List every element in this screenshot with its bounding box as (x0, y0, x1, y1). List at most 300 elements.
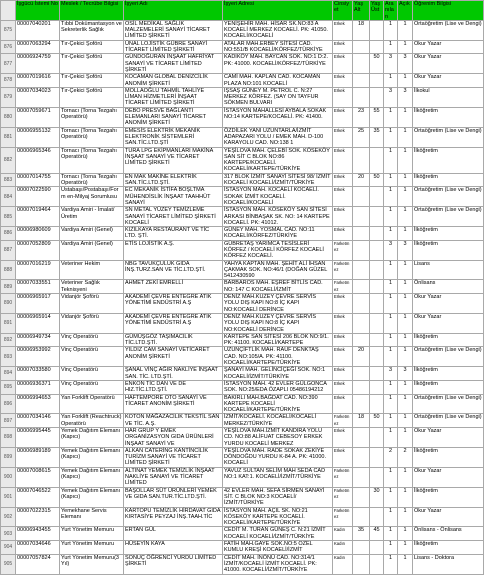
open-cell[interactable]: 1 (398, 74, 413, 88)
workplace-address-cell[interactable]: CEDİT M. TURAN GÜNEŞ C. N:21 İZMİT KOCAELİ KOCAELİ/İZMİT/TÜRKİYE (223, 527, 333, 541)
age-max-cell[interactable] (370, 507, 384, 527)
workplace-address-cell[interactable]: 42 EVLER MAH. SEFA SİRMEN SANAYİ SİT. C BLOK NO:3 KOCAELİ/İZMİT/TÜRKİYE (223, 487, 333, 507)
request-no-cell[interactable]: 00007033551 (16, 280, 60, 294)
workplace-address-cell[interactable]: İSTASYON MAH. 42 EVLER GÜLGONCA SOK. NO:25/EDA ÖZAPLI 05486194212 (223, 380, 333, 394)
requested-cell[interactable]: 1 (384, 394, 398, 414)
education-cell[interactable]: Ortaöğretim (Lise ve Dengi) (413, 394, 484, 414)
gender-cell[interactable]: Erkek (333, 127, 353, 147)
row-number[interactable]: 897 (1, 414, 16, 428)
row-number[interactable]: 883 (1, 173, 16, 187)
occupation-cell[interactable]: Vidanjör Şoförü (60, 294, 124, 314)
education-cell[interactable]: Okur Yazar (413, 54, 484, 74)
requested-cell[interactable]: 1 (384, 40, 398, 54)
requested-cell[interactable]: 1 (384, 107, 398, 127)
age-min-cell[interactable] (353, 240, 370, 260)
requested-cell[interactable]: 1 (384, 227, 398, 241)
gender-cell[interactable]: Farketmez (333, 467, 353, 487)
age-min-cell[interactable]: 20 (353, 173, 370, 187)
age-max-cell[interactable] (370, 147, 384, 173)
requested-cell[interactable]: 1 (384, 333, 398, 347)
age-max-cell[interactable] (370, 367, 384, 381)
workplace-address-cell[interactable]: BARBAROS MAH. EŞREF BİTLİS CAD. NO: 147 C KOCAELİ/İZMİT (223, 280, 333, 294)
education-cell[interactable]: Ortaöğretim (Lise ve Dengi) (413, 414, 484, 428)
age-min-cell[interactable] (353, 313, 370, 333)
education-cell[interactable]: Okur Yazar (413, 294, 484, 314)
header-occupation[interactable]: Meslek / Tecrübe Bilgisi (60, 1, 124, 21)
gender-cell[interactable]: Kadın (333, 554, 353, 574)
age-max-cell[interactable] (370, 240, 384, 260)
requested-cell[interactable]: 3 (384, 367, 398, 381)
occupation-cell[interactable]: Tornacı (Torna Tezgahı Operatörü) (60, 173, 124, 187)
occupation-cell[interactable]: Yan Forklift (Reachtruck) Operatörü (60, 414, 124, 428)
open-cell[interactable]: 2 (398, 447, 413, 467)
age-max-cell[interactable] (370, 87, 384, 107)
request-no-cell[interactable]: 00006965346 (16, 147, 60, 173)
request-no-cell[interactable]: 00007008615 (16, 467, 60, 487)
education-cell[interactable]: İlköğretim (413, 173, 484, 187)
occupation-cell[interactable]: Vinç Operatörü (60, 380, 124, 394)
workplace-name-cell[interactable]: ÜNAL LOJİSTİK GÜBRE SANAYİ TİCARET LİMİTED ŞİRKETİ (124, 40, 223, 54)
age-min-cell[interactable] (353, 394, 370, 414)
workplace-name-cell[interactable]: HAR GRUP Y EMEK ORGANİZASYON GIDA ÜRÜNLERİ İNŞAAT SANAYİ VE (124, 428, 223, 448)
age-max-cell[interactable] (370, 280, 384, 294)
open-cell[interactable]: 1 (398, 554, 413, 574)
education-cell[interactable]: Okur Yazar (413, 507, 484, 527)
occupation-cell[interactable]: Yemek Dağıtım Elemanı (Kapıcı) (60, 447, 124, 467)
requested-cell[interactable]: 1 (384, 554, 398, 574)
open-cell[interactable]: 3 (398, 240, 413, 260)
header-open[interactable]: Açık (398, 1, 413, 21)
open-cell[interactable]: 1 (398, 20, 413, 40)
education-cell[interactable]: Okur Yazar (413, 467, 484, 487)
workplace-name-cell[interactable]: YILDIZ CAM SANAYİ VETİCARET ANONİM ŞİRKETİ (124, 347, 223, 367)
education-cell[interactable]: İlköğretim (413, 227, 484, 241)
workplace-address-cell[interactable]: İSTASYON MAH. KÖSEKÖY SAN SİTESİ ARKASI BİNBAŞAK SK. NO: 14 KARTEPE KOCAELİ. PK: 41012. (223, 207, 333, 227)
age-min-cell[interactable] (353, 87, 370, 107)
education-cell[interactable]: Ortaöğretim (Lise ve Dengi) (413, 347, 484, 367)
age-max-cell[interactable]: 45 (370, 527, 384, 541)
gender-cell[interactable]: Erkek (333, 227, 353, 241)
gender-cell[interactable]: Erkek (333, 313, 353, 333)
age-min-cell[interactable] (353, 428, 370, 448)
age-max-cell[interactable] (370, 40, 384, 54)
requested-cell[interactable]: 1 (384, 541, 398, 555)
row-number[interactable]: 887 (1, 240, 16, 260)
header-workplace-address[interactable]: İşyeri Adresi (223, 1, 333, 21)
row-number[interactable]: 885 (1, 207, 16, 227)
age-min-cell[interactable] (353, 554, 370, 574)
age-max-cell[interactable] (370, 467, 384, 487)
age-min-cell[interactable] (353, 280, 370, 294)
workplace-address-cell[interactable]: DENİZ MAH.KUZEY ÇEVRE SERVİS YOLU DIŞ KAPI NO:8 İÇ KAPI NO:KOCAELİ DERİNCE (223, 294, 333, 314)
age-max-cell[interactable] (370, 74, 384, 88)
request-no-cell[interactable]: 00007034146 (16, 414, 60, 428)
request-no-cell[interactable]: 00007019616 (16, 74, 60, 88)
gender-cell[interactable]: Erkek (333, 20, 353, 40)
occupation-cell[interactable]: Vinç Operatörü (60, 367, 124, 381)
age-max-cell[interactable]: 50 (370, 54, 384, 74)
age-min-cell[interactable] (353, 541, 370, 555)
workplace-address-cell[interactable]: CAMİ MAH. KAPLAN CAD. KOCAMAN PLAZA NO:101 KOCAELİ (223, 74, 333, 88)
row-number[interactable]: 879 (1, 87, 16, 107)
workplace-name-cell[interactable]: KOCAMAN GLOBAL DENİZCİLİK ANONİM ŞİRKETİ (124, 74, 223, 88)
open-cell[interactable]: 1 (398, 333, 413, 347)
workplace-address-cell[interactable]: KARTEPE SAN SİTESİ 206 BLOK NO:9/1. PK: 41100. KOCAELİ/KARTEPE (223, 333, 333, 347)
request-no-cell[interactable]: 00006943455 (16, 527, 60, 541)
open-cell[interactable]: 1 (398, 294, 413, 314)
open-cell[interactable]: 3 (398, 87, 413, 107)
age-max-cell[interactable] (370, 207, 384, 227)
workplace-address-cell[interactable]: YEŞİLOVA MAH. ÇELEBİ SOK. KÖSEKÖY SAN SİT C BLOK NO:86 KARTEPE/KOCAELİ. KOCAELİ/KARTEPE/TÜRKİYE (223, 147, 333, 173)
request-no-cell[interactable]: 00006953992 (16, 347, 60, 367)
age-min-cell[interactable] (353, 507, 370, 527)
age-min-cell[interactable] (353, 74, 370, 88)
age-min-cell[interactable] (353, 147, 370, 173)
occupation-cell[interactable]: Tornacı (Torna Tezgahı Operatörü) (60, 107, 124, 127)
occupation-cell[interactable]: Yurt Yönetim Memuru (60, 541, 124, 555)
occupation-cell[interactable]: Vidanjör Şoförü (60, 313, 124, 333)
open-cell[interactable]: 3 (398, 367, 413, 381)
education-cell[interactable]: Okur Yazar (413, 74, 484, 88)
workplace-name-cell[interactable]: KOTON MAĞAZACILIK TEKSTİL SAN VE TİC. A.Ş. (124, 414, 223, 428)
open-cell[interactable]: 1 (398, 414, 413, 428)
occupation-cell[interactable]: Tır-Çekici Şoförü (60, 54, 124, 74)
occupation-cell[interactable]: Vardiya Amiri (Genel) (60, 240, 124, 260)
age-min-cell[interactable] (353, 380, 370, 394)
workplace-name-cell[interactable]: BAŞOLLAR SÜT ÜRÜNLERİ YEMEK VE GIDA SAN.TUR.TİC.LTD.ŞTİ. (124, 487, 223, 507)
request-no-cell[interactable]: 00007016219 (16, 260, 60, 280)
request-no-cell[interactable]: 00007014755 (16, 173, 60, 187)
row-number[interactable]: 899 (1, 447, 16, 467)
occupation-cell[interactable]: Yurt Yönetim Memuru(3 Yıl) (60, 554, 124, 574)
requested-cell[interactable]: 1 (384, 187, 398, 207)
requested-cell[interactable]: 2 (384, 447, 398, 467)
age-max-cell[interactable] (370, 380, 384, 394)
request-no-cell[interactable]: 00007034023 (16, 87, 60, 107)
workplace-address-cell[interactable]: GÜNEY MAH. YOSMAL CAD. NO:11 KOCAELİ/KÖRFEZ/TÜRKİYE (223, 227, 333, 241)
request-no-cell[interactable]: 00007034646 (16, 541, 60, 555)
workplace-name-cell[interactable]: ŞANAL VİNÇ AĞIR NAKLİYE İNŞAAT SAN. TİC. LTD.ŞTİ. (124, 367, 223, 381)
open-cell[interactable]: 1 (398, 107, 413, 127)
occupation-cell[interactable]: Vardiya Amiri - İmalat/Üretim (60, 207, 124, 227)
header-gender[interactable]: Cinsiyet (333, 1, 353, 21)
open-cell[interactable]: 3 (398, 54, 413, 74)
education-cell[interactable]: İlköğretim (413, 380, 484, 394)
workplace-address-cell[interactable]: YAVUZ SULTAN SELİM MAH SEDA CAD NO:1 KAT:1. KOCAELİ/İZMİT/TÜRKİYE (223, 467, 333, 487)
workplace-name-cell[interactable]: EC MEKANİK İSTİFA BOŞLTMA MÜHENDİSLİK İNŞAAT TAAHHÜT SANAYİ (124, 187, 223, 207)
workplace-name-cell[interactable]: TURA LPG EKİPMANLARI MAKİNA İNŞAAT SANAYİ VE TİCARET LİMİTED ŞİRKETİ (124, 147, 223, 173)
education-cell[interactable]: Okur Yazar (413, 313, 484, 333)
education-cell[interactable]: İlköğretim (413, 447, 484, 467)
occupation-cell[interactable]: Tıbbi Dokümantasyon ve Sekreterlik Sağlık (60, 20, 124, 40)
row-number[interactable]: 889 (1, 280, 16, 294)
open-cell[interactable]: 1 (398, 260, 413, 280)
occupation-cell[interactable]: Vinç Operatörü (60, 347, 124, 367)
row-number[interactable]: 888 (1, 260, 16, 280)
workplace-name-cell[interactable]: SN METAL YÜZEY TEMİZLEME SANAYİ TİCARET LİMİTED ŞİRKETİ KOCAELİ (124, 207, 223, 227)
gender-cell[interactable]: Farketmez (333, 240, 353, 260)
request-no-cell[interactable]: 00006980609 (16, 227, 60, 241)
row-number[interactable]: 893 (1, 347, 16, 367)
workplace-address-cell[interactable]: FATİH MAH.GAYE SOK.NO:5 OZEL KUMLU KREŞİ KOCAELİ/İZMİT (223, 541, 333, 555)
education-cell[interactable]: Önlisans (413, 280, 484, 294)
gender-cell[interactable]: Erkek (333, 147, 353, 173)
open-cell[interactable]: 1 (398, 173, 413, 187)
education-cell[interactable]: Önlisans - Önlisans (413, 527, 484, 541)
row-number[interactable]: 898 (1, 428, 16, 448)
workplace-address-cell[interactable]: YEŞİLOVA MAH.İZMİT KANDIRA YOLU CD. NO:88 ALİFUAT CEBESOY ERKEK YURDU KOCAELİ MERKEZ (223, 428, 333, 448)
workplace-name-cell[interactable]: ERTAN GÜL (124, 527, 223, 541)
gender-cell[interactable]: Erkek (333, 294, 353, 314)
workplace-name-cell[interactable]: EN MAK MAKİNE ELEKTRİK SAN.TİC.LTD.ŞTİ. (124, 173, 223, 187)
open-cell[interactable]: 1 (398, 428, 413, 448)
occupation-cell[interactable]: Yemekhane Servis Elemanı (60, 507, 124, 527)
row-number[interactable]: 881 (1, 127, 16, 147)
age-max-cell[interactable]: 35 (370, 127, 384, 147)
gender-cell[interactable]: Farketmez (333, 414, 353, 428)
request-no-cell[interactable]: 00006924759 (16, 54, 60, 74)
age-min-cell[interactable]: 35 (353, 527, 370, 541)
requested-cell[interactable]: 1 (384, 127, 398, 147)
age-max-cell[interactable] (370, 428, 384, 448)
gender-cell[interactable]: Erkek (333, 428, 353, 448)
row-number[interactable]: 896 (1, 394, 16, 414)
gender-cell[interactable]: Erkek (333, 394, 353, 414)
occupation-cell[interactable]: Yemek Dağıtım Elemanı (Kapıcı) (60, 467, 124, 487)
workplace-name-cell[interactable]: GÜNDOĞURAN İNŞAAT HAFRİYAT SANAYİ VE TİCARET LİMİTED ŞİRKETİ (124, 54, 223, 74)
request-no-cell[interactable]: 00007019464 (16, 207, 60, 227)
age-min-cell[interactable] (353, 333, 370, 347)
age-max-cell[interactable] (370, 394, 384, 414)
workplace-name-cell[interactable]: MOLLAOĞLU TAHMİL TAHLİYE LİMAN HİZMETLERİ İNŞAAT TİCARET LİMİTED ŞİRKETİ (124, 87, 223, 107)
row-number[interactable]: 877 (1, 54, 16, 74)
gender-cell[interactable]: Farketmez (333, 507, 353, 527)
age-min-cell[interactable] (353, 54, 370, 74)
age-min-cell[interactable]: 18 (353, 20, 370, 40)
gender-cell[interactable]: Farketmez (333, 487, 353, 507)
education-cell[interactable]: İlkokul (413, 87, 484, 107)
education-cell[interactable]: Lisans - Doktora (413, 554, 484, 574)
workplace-name-cell[interactable]: KARTOPU TEMİZLİK HİRDAVAT GIDA KIRTASİYE PEYZAJ İNŞ.TAAH.TİC (124, 507, 223, 527)
requested-cell[interactable]: 3 (384, 240, 398, 260)
open-cell[interactable]: 1 (398, 507, 413, 527)
education-cell[interactable]: İlköğretim (413, 333, 484, 347)
workplace-name-cell[interactable]: KIZILKAYA RESTAURANT VE TİC LTD. ŞTİ. (124, 227, 223, 241)
requested-cell[interactable]: 1 (384, 414, 398, 428)
open-cell[interactable]: 1 (398, 313, 413, 333)
education-cell[interactable]: Ortaöğretim (Lise ve Dengi) (413, 127, 484, 147)
age-max-cell[interactable] (370, 227, 384, 241)
row-number[interactable]: 876 (1, 40, 16, 54)
open-cell[interactable]: 1 (398, 487, 413, 507)
open-cell[interactable]: 1 (398, 127, 413, 147)
workplace-address-cell[interactable]: ŞANAYİ MAH. GELİNCİÇEĞİ SOK. NO:1 KOCAELİ/İZMİT/TÜRKİYE (223, 367, 333, 381)
request-no-cell[interactable]: 00006989189 (16, 447, 60, 467)
requested-cell[interactable]: 1 (384, 527, 398, 541)
requested-cell[interactable]: 1 (384, 147, 398, 173)
gender-cell[interactable]: Erkek (333, 54, 353, 74)
age-max-cell[interactable]: 50 (370, 173, 384, 187)
gender-cell[interactable]: Erkek (333, 333, 353, 347)
requested-cell[interactable]: 1 (384, 467, 398, 487)
request-no-cell[interactable]: 00007059671 (16, 107, 60, 127)
workplace-address-cell[interactable]: ÖZDİLEK YANI UZUNTARLA/İZMİT ADAPAZARI YOLU / EMEK MAH. D-100 KARAYOLU CAD. NO:138 1 (223, 127, 333, 147)
age-min-cell[interactable] (353, 227, 370, 241)
education-cell[interactable]: İlköğretim (413, 147, 484, 173)
workplace-address-cell[interactable]: UZUNÇİFTLİK MAH. RAUF DENKTAŞ CAD. NO:105/A. PK: 41100. KOCAELİ/KARTEPE/TÜRKİYE (223, 347, 333, 367)
requested-cell[interactable]: 1 (384, 173, 398, 187)
open-cell[interactable]: 1 (398, 541, 413, 555)
age-min-cell[interactable]: 20 (353, 347, 370, 367)
row-number[interactable]: 890 (1, 294, 16, 314)
workplace-name-cell[interactable]: OSİL MEDİKAL SAĞLIK MALZEMELERİ SANAYİ TİCARET LİMİTED ŞİRKETİ (124, 20, 223, 40)
age-max-cell[interactable]: 50 (370, 414, 384, 428)
corner-cell[interactable] (1, 1, 16, 21)
workplace-address-cell[interactable]: YENİŞEHİR MAH. HİSAR SK.NO:83 A KOCAELİ MERKEZ KOCAELİ. PK: 41050. KOCAELİ/KOCAELİ (223, 20, 333, 40)
occupation-cell[interactable]: Yemek Dağıtım Elemanı (Kapıcı) (60, 428, 124, 448)
workplace-address-cell[interactable]: BAKIRLI MAH.BAĞDAT CAD. NO:390 KARTEPE KOCAELİ KOCAELİ/KARTEPE/TÜRKİYE (223, 394, 333, 414)
age-max-cell[interactable] (370, 554, 384, 574)
workplace-name-cell[interactable]: ALKAN CATERİNG KANTİNCİLİK TURİZM SANAYİ VE TİCARET LİMİTED ŞİRKETİ (124, 447, 223, 467)
age-min-cell[interactable] (353, 207, 370, 227)
age-max-cell[interactable] (370, 294, 384, 314)
occupation-cell[interactable]: Veteriner Hekim (60, 260, 124, 280)
age-max-cell[interactable] (370, 187, 384, 207)
requested-cell[interactable]: 1 (384, 280, 398, 294)
request-no-cell[interactable]: 00007040201 (16, 20, 60, 40)
open-cell[interactable]: 1 (398, 227, 413, 241)
request-no-cell[interactable]: 00007057824 (16, 554, 60, 574)
occupation-cell[interactable]: Tır-Çekici Şoförü (60, 40, 124, 54)
workplace-address-cell[interactable]: YAHYA KAPTAN MAH. ŞEHİT ALİ İHSAN ÇAKMAK SOK. NO:46/1 (DOĞAN GÜZEL 5412430590 (223, 260, 333, 280)
age-max-cell[interactable]: 30 (370, 487, 384, 507)
gender-cell[interactable]: Erkek (333, 40, 353, 54)
gender-cell[interactable]: Kadın (333, 527, 353, 541)
gender-cell[interactable]: Erkek (333, 347, 353, 367)
occupation-cell[interactable]: Tornacı (Torna Tezgahı Operatörü) (60, 147, 124, 173)
header-request-no[interactable]: İşgücü İstemi No (16, 1, 60, 21)
gender-cell[interactable]: Erkek (333, 74, 353, 88)
age-max-cell[interactable]: 55 (370, 107, 384, 127)
row-number[interactable]: 900 (1, 467, 16, 487)
request-no-cell[interactable]: 00007046522 (16, 487, 60, 507)
row-number[interactable]: 884 (1, 187, 16, 207)
workplace-name-cell[interactable]: HÜSEYİN KAYA (124, 541, 223, 555)
education-cell[interactable]: Okur Yazar (413, 40, 484, 54)
age-min-cell[interactable] (353, 487, 370, 507)
workplace-address-cell[interactable]: ATALAR MAH.ERBEY SİTESİ CAD. NO:551/B KOCAELİ/KÖRFEZ/TÜRKİYE (223, 40, 333, 54)
request-no-cell[interactable]: 00007022590 (16, 187, 60, 207)
workplace-name-cell[interactable]: AKADEMİ ÇEVRE ENTEGRE ATIK YÖNETİMİ ENDÜSTRİ A.Ş (124, 313, 223, 333)
workplace-name-cell[interactable]: NBG TAVUKÇULUK GIDA İNŞ.TURZ.SAN VE TİC.LTD.ŞTİ. (124, 260, 223, 280)
age-min-cell[interactable] (353, 447, 370, 467)
education-cell[interactable]: İlköğretim (413, 107, 484, 127)
education-cell[interactable]: Ortaöğretim (Lise ve Dengi) (413, 187, 484, 207)
header-workplace-name[interactable]: İşyeri Adı (124, 1, 223, 21)
request-no-cell[interactable]: 00007052809 (16, 240, 60, 260)
workplace-name-cell[interactable]: SONUÇ ÖĞRENCİ YURDU LİMİTED ŞİRKETİ (124, 554, 223, 574)
workplace-address-cell[interactable]: İSTASYON MAH. KOCAELİ KOCAELİ. SOKAK İZMİT KOCAELİ. KOCAELİ/KOCAELİ (223, 187, 333, 207)
row-number[interactable]: 902 (1, 507, 16, 527)
requested-cell[interactable]: 1 (384, 74, 398, 88)
age-max-cell[interactable] (370, 333, 384, 347)
requested-cell[interactable]: 1 (384, 347, 398, 367)
age-max-cell[interactable] (370, 260, 384, 280)
age-max-cell[interactable] (370, 20, 384, 40)
occupation-cell[interactable]: Vardiya Amiri (Genel) (60, 227, 124, 241)
request-no-cell[interactable]: 00006995445 (16, 428, 60, 448)
occupation-cell[interactable]: Vinç Operatörü (60, 333, 124, 347)
requested-cell[interactable]: 1 (384, 294, 398, 314)
open-cell[interactable]: 1 (398, 187, 413, 207)
header-requested[interactable]: Aranılan (384, 1, 398, 21)
workplace-name-cell[interactable]: ALTINAT YEMEK TEMİZLİK İNŞAAT NAKLİYE SANAYİ VE TİCARET LİMİTED (124, 467, 223, 487)
request-no-cell[interactable]: 00006965914 (16, 313, 60, 333)
workplace-address-cell[interactable]: 317 BLOK İZMİT SANAYİ SİTESİ 98/ İZMİT KOCAELİ KOCAELİ/İZMİT/TÜRKİYE (223, 173, 333, 187)
open-cell[interactable]: 1 (398, 347, 413, 367)
request-no-cell[interactable]: 00007033580 (16, 367, 60, 381)
education-cell[interactable]: Lisans (413, 260, 484, 280)
request-no-cell[interactable]: 00007022315 (16, 507, 60, 527)
workplace-address-cell[interactable]: DENİZ MAH.KUZEY ÇEVRE SERVİS YOLU DIŞ KAPI NO:8 İÇ KAPI NO:KOCAELİ DERİNCE (223, 313, 333, 333)
row-number[interactable]: 901 (1, 487, 16, 507)
age-min-cell[interactable]: 18 (353, 414, 370, 428)
request-no-cell[interactable]: 00006965917 (16, 294, 60, 314)
education-cell[interactable]: Ortaöğretim (Lise ve Dengi) (413, 207, 484, 227)
row-number[interactable]: 894 (1, 367, 16, 381)
row-number[interactable]: 875 (1, 20, 16, 40)
age-max-cell[interactable] (370, 447, 384, 467)
requested-cell[interactable]: 1 (384, 207, 398, 227)
education-cell[interactable]: Ortaöğretim (Lise ve Dengi) (413, 20, 484, 40)
gender-cell[interactable]: Erkek (333, 187, 353, 207)
occupation-cell[interactable]: Tır-Çekici Şoförü (60, 87, 124, 107)
requested-cell[interactable]: 3 (384, 54, 398, 74)
row-number[interactable]: 886 (1, 227, 16, 241)
open-cell[interactable]: 1 (398, 280, 413, 294)
open-cell[interactable]: 1 (398, 467, 413, 487)
age-min-cell[interactable] (353, 467, 370, 487)
requested-cell[interactable]: 1 (384, 313, 398, 333)
age-max-cell[interactable] (370, 541, 384, 555)
occupation-cell[interactable]: Yemek Dağıtım Elemanı (Kapıcı) (60, 487, 124, 507)
open-cell[interactable]: 1 (398, 147, 413, 173)
row-number[interactable]: 903 (1, 527, 16, 541)
age-min-cell[interactable] (353, 40, 370, 54)
row-number[interactable]: 878 (1, 74, 16, 88)
request-no-cell[interactable]: 00007063294 (16, 40, 60, 54)
occupation-cell[interactable]: Yan Forklift Operatörü (60, 394, 124, 414)
request-no-cell[interactable]: 00006955132 (16, 127, 60, 147)
workplace-name-cell[interactable]: ENKON TİC DAN VE DE HIZ.TİC.LTD.ŞTİ. (124, 380, 223, 394)
requested-cell[interactable]: 3 (384, 87, 398, 107)
workplace-address-cell[interactable]: GÜBRETAŞ YARIMCA TESİSLERİ KÖRFEZ / KOCAELİ KÖRFEZ KOCAELİ KÖRFEZ KOCAELİ. (223, 240, 333, 260)
workplace-address-cell[interactable]: KADIKÖY MAH. BAYCAN SOK. NO:1 D:2. PK: 41000. KOCAELİ/KÖRFEZ/TÜRKİYE (223, 54, 333, 74)
age-min-cell[interactable] (353, 260, 370, 280)
request-no-cell[interactable]: 00006936371 (16, 380, 60, 394)
gender-cell[interactable]: Erkek (333, 107, 353, 127)
row-number[interactable]: 892 (1, 333, 16, 347)
workplace-name-cell[interactable]: AKADEMİ ÇEVRE ENTEGRE ATIK YÖNETİMİ ENDÜSTRİ A.Ş (124, 294, 223, 314)
gender-cell[interactable]: Farketmez (333, 260, 353, 280)
row-number[interactable]: 895 (1, 380, 16, 394)
header-age-min[interactable]: Yaş Alt (353, 1, 370, 21)
workplace-address-cell[interactable]: CEDİT MAH. İNÖNÜ CAD. NO:314/1 İZMİT/KOCAELİ İZMİT KOCAELİ. PK: 41000. KOCAELİ/İZMİT/TÜRKİYE (223, 554, 333, 574)
gender-cell[interactable]: Kadın (333, 541, 353, 555)
gender-cell[interactable]: Farketmez (333, 280, 353, 294)
gender-cell[interactable]: Erkek (333, 367, 353, 381)
request-no-cell[interactable]: 00006949734 (16, 333, 60, 347)
